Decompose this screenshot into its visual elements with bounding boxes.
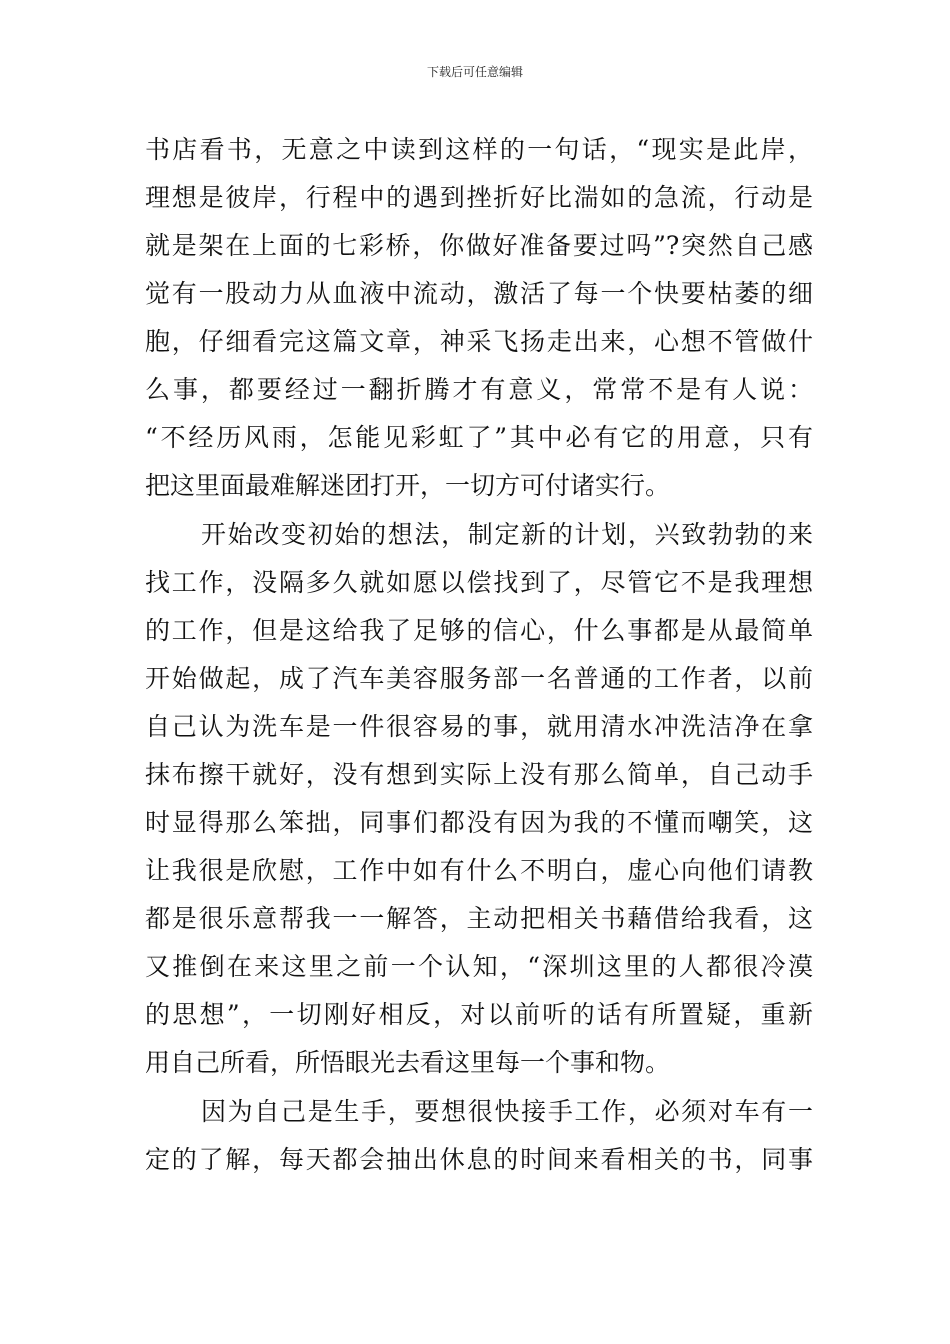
text-line: 的工作，但是这给我了足够的信心，什么事都是从最简单 — [145, 616, 813, 645]
text-line: 么事，都要经过一翻折腾才有意义，常常不是有人说： — [145, 375, 813, 404]
text-line: 又推倒在来这里之前一个认知，“深圳这里的人都很冷漠 — [145, 952, 813, 981]
text-line: 胞，仔细看完这篇文章，神采飞扬走出来，心想不管做什 — [145, 327, 813, 356]
text-line: 自己认为洗车是一件很容易的事，就用清水冲洗洁净在拿 — [145, 712, 813, 741]
text-line: 时显得那么笨拙，同事们都没有因为我的不懂而嘲笑，这 — [145, 808, 813, 837]
text-line: 定的了解，每天都会抽出休息的时间来看相关的书，同事 — [145, 1145, 813, 1174]
text-line: 理想是彼岸，行程中的遇到挫折好比湍如的急流，行动是 — [145, 183, 813, 212]
paragraph-first-line: 开始改变初始的想法，制定新的计划，兴致勃勃的来 — [201, 520, 813, 549]
text-line: 都是很乐意帮我一一解答，主动把相关书藉借给我看，这 — [145, 904, 813, 933]
text-line: 书店看书，无意之中读到这样的一句话，“现实是此岸， — [145, 135, 813, 164]
paragraph-first-line: 因为自己是生手，要想很快接手工作，必须对车有一 — [201, 1097, 813, 1126]
text-line: 的思想”，一切刚好相反，对以前听的话有所置疑，重新 — [145, 1000, 813, 1029]
text-line: 找工作，没隔多久就如愿以偿找到了，尽管它不是我理想 — [145, 568, 813, 597]
text-line: 开始做起，成了汽车美容服务部一名普通的工作者，以前 — [145, 664, 813, 693]
text-line: 用自己所看，所悟眼光去看这里每一个事和物。 — [145, 1048, 671, 1077]
text-line: “不经历风雨，怎能见彩虹了”其中必有它的用意，只有 — [145, 423, 813, 452]
text-line: 觉有一股动力从血液中流动，激活了每一个快要枯萎的细 — [145, 279, 813, 308]
text-line: 让我很是欣慰，工作中如有什么不明白，虚心向他们请教 — [145, 856, 813, 885]
text-line: 就是架在上面的七彩桥，你做好准备要过吗”?突然自己感 — [145, 231, 813, 260]
page-header: 下载后可任意编辑 — [426, 65, 523, 79]
text-line: 把这里面最难解迷团打开，一切方可付诸实行。 — [145, 471, 671, 500]
text-line: 抹布擦干就好，没有想到实际上没有那么简单，自己动手 — [145, 760, 813, 789]
